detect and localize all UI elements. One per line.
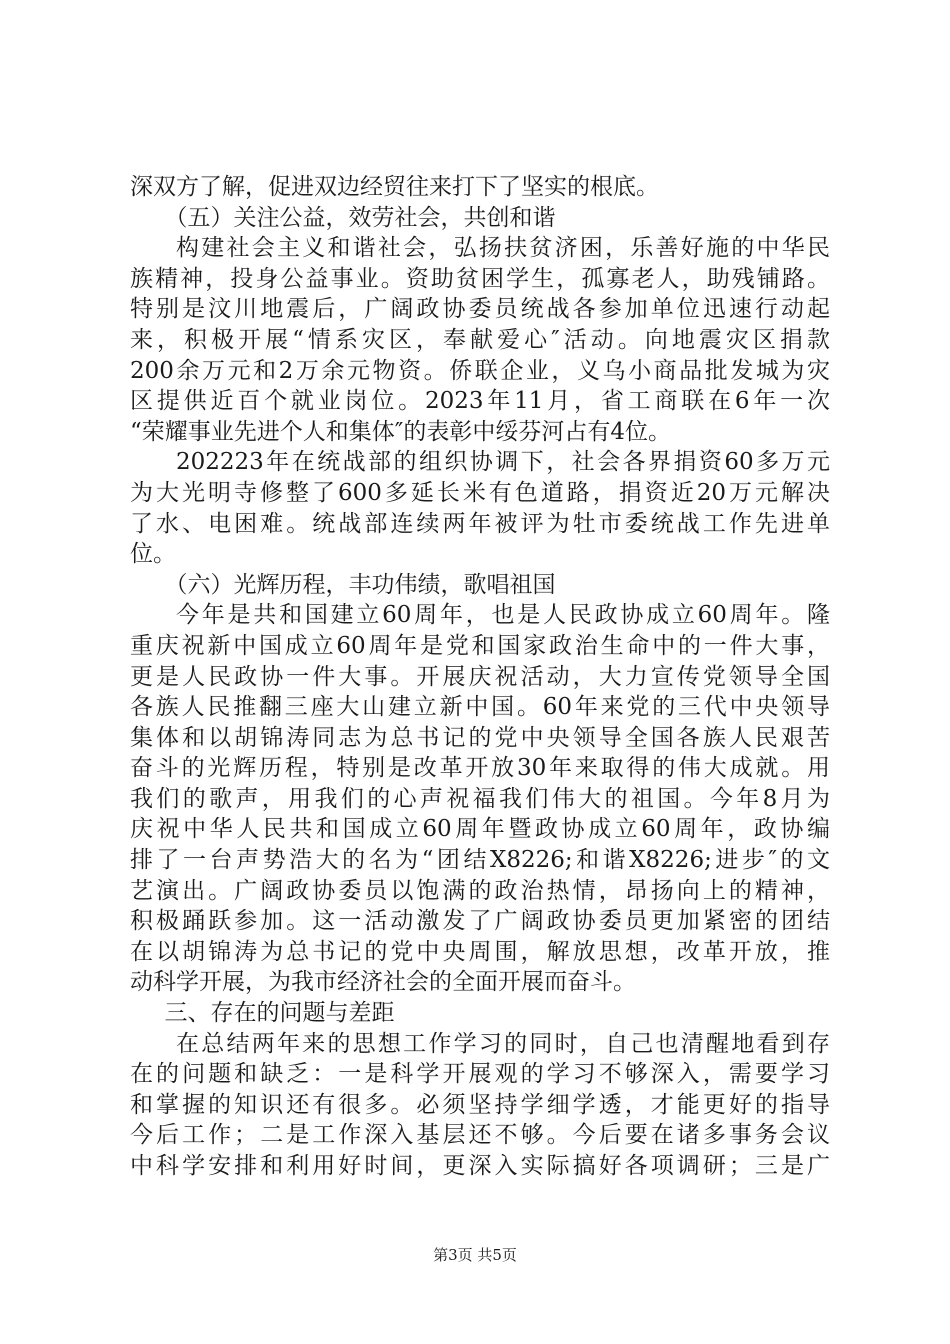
text-line: 更是人民政协一件大事。开展庆祝活动，大力宣传党领导全国 (130, 663, 830, 690)
text-line: 排了一台声势浩大的名为“团结X8226;和谐X8226;进步″的文 (130, 847, 830, 874)
text-line: 各族人民推翻三座大山建立新中国。60年来党的三代中央领导 (130, 694, 830, 721)
text-line: 集体和以胡锦涛同志为总书记的党中央领导全国各族人民艰苦 (130, 724, 830, 751)
text-line: 来，积极开展“情系灾区，奉献爱心″活动。向地震灾区捐款 (130, 326, 830, 353)
text-line: 三、存在的问题与差距 (164, 1000, 395, 1027)
text-line: 中科学安排和利用好时间，更深入实际搞好各项调研；三是广 (130, 1153, 830, 1179)
page-footer: 第3页 共5页 (433, 1246, 517, 1264)
text-line: 区提供近百个就业岗位。2023年11月，省工商联在6年一次 (130, 388, 830, 415)
text-line: 在以胡锦涛为总书记的党中央周围，解放思想，改革开放，推 (130, 938, 830, 965)
text-line: 今后工作；二是工作深入基层还不够。今后要在诸多事务会议 (130, 1122, 830, 1149)
text-line: 庆祝中华人民共和国成立60周年暨政协成立60周年，政协编 (130, 816, 830, 843)
text-line: 重庆祝新中国成立60周年是党和国家政治生命中的一件大事， (130, 632, 830, 659)
text-line: 特别是汶川地震后，广阔政协委员统战各参加单位迅速行动起 (130, 296, 830, 323)
text-line: 今年是共和国建立60周年，也是人民政协成立60周年。隆 (176, 602, 830, 629)
text-line: “荣耀事业先进个人和集体″的表彰中绥芬河占有4位。 (130, 418, 671, 445)
document-body (130, 172, 830, 1182)
text-line: 我们的歌声，用我们的心声祝福我们伟大的祖国。今年8月为 (130, 785, 830, 812)
text-line: 动科学开展，为我市经济社会的全面开展而奋斗。 (130, 969, 636, 996)
text-line: 族精神，投身公益事业。资助贫困学生，孤寡老人，助残铺路。 (130, 265, 830, 292)
text-line: 在总结两年来的思想工作学习的同时，自己也清醒地看到存 (176, 1030, 830, 1057)
text-line: （五）关注公益，效劳社会，共创和谐 (164, 204, 556, 231)
text-line: 积极踊跃参加。这一活动激发了广阔政协委员更加紧密的团结 (130, 908, 830, 935)
text-line: 艺演出。广阔政协委员以饱满的政治热情，昂扬向上的精神， (130, 877, 830, 904)
text-line: 了水、电困难。统战部连续两年被评为牡市委统战工作先进单 (130, 510, 830, 537)
text-line: 构建社会主义和谐社会，弘扬扶贫济困，乐善好施的中华民 (176, 235, 830, 262)
text-line: （六）光辉历程，丰功伟绩，歌唱祖国 (164, 571, 556, 598)
text-line: 200余万元和2万余元物资。侨联企业，义乌小商品批发城为灾 (130, 357, 830, 384)
text-line: 为大光明寺修整了600多延长米有色道路，捐资近20万元解决 (130, 479, 830, 506)
text-line: 位。 (130, 541, 176, 568)
text-line: 在的问题和缺乏：一是科学开展观的学习不够深入，需要学习 (130, 1061, 830, 1088)
text-line: 奋斗的光辉历程，特别是改革开放30年来取得的伟大成就。用 (130, 755, 830, 782)
text-line: 深双方了解，促进双边经贸往来打下了坚实的根底。 (130, 174, 659, 200)
text-line: 和掌握的知识还有很多。必须坚持学细学透，才能更好的指导 (130, 1091, 830, 1118)
text-line: 202223年在统战部的组织协调下，社会各界捐资60多万元 (176, 449, 830, 476)
